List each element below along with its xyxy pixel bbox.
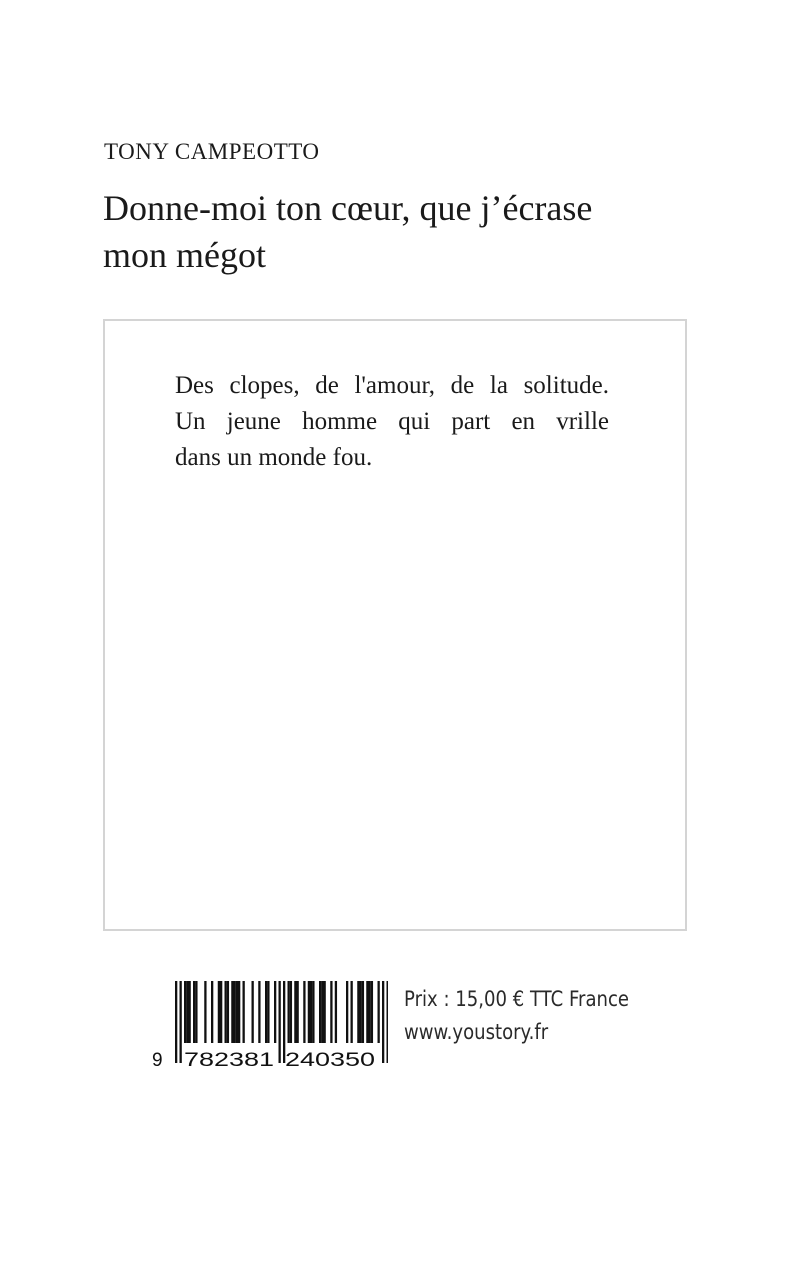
barcode-bar xyxy=(238,981,240,1043)
barcode-bar xyxy=(180,981,182,1063)
barcode-bar xyxy=(378,981,380,1043)
barcode-bar xyxy=(227,981,229,1043)
barcode-bar xyxy=(330,981,332,1043)
barcode-bar xyxy=(279,981,281,1063)
barcode-bar xyxy=(387,981,389,1063)
blurb-text xyxy=(175,368,609,476)
barcode-bar xyxy=(225,981,227,1043)
book-title-line-2: mon mégot xyxy=(103,235,266,275)
publisher-website: www.youstory.fr xyxy=(404,1020,549,1044)
barcode-bar xyxy=(184,981,186,1043)
barcode-bar xyxy=(193,981,195,1043)
barcode-bar xyxy=(252,981,254,1043)
barcode-bar xyxy=(369,981,371,1043)
isbn-barcode xyxy=(148,979,388,1071)
barcode-bar xyxy=(267,981,269,1043)
barcode-bar xyxy=(265,981,267,1043)
barcode-bar xyxy=(297,981,299,1043)
barcode-bar xyxy=(294,981,296,1043)
barcode-bar xyxy=(231,981,233,1043)
barcode-bar xyxy=(195,981,197,1043)
barcode-bar xyxy=(290,981,292,1043)
barcode-bar xyxy=(175,981,177,1063)
barcode-bar xyxy=(382,981,384,1063)
blurb-frame xyxy=(103,319,687,931)
barcode-bar xyxy=(324,981,326,1043)
book-title xyxy=(103,185,703,279)
barcode-bar xyxy=(303,981,305,1043)
barcode-bar xyxy=(346,981,348,1043)
barcode-bar xyxy=(189,981,191,1043)
barcode-bar xyxy=(360,981,362,1043)
isbn-left-digits: 782381 xyxy=(184,1050,274,1071)
barcode-bar xyxy=(312,981,314,1043)
barcode-bar xyxy=(321,981,323,1043)
author-name: TONY CAMPEOTTO xyxy=(104,139,320,164)
barcode-bar xyxy=(362,981,364,1043)
price-label: Prix : 15,00 € TTC France xyxy=(404,987,630,1011)
book-title-line-1: Donne-moi ton cœur, que j’écrase xyxy=(103,188,593,228)
barcode-bar xyxy=(288,981,290,1043)
barcode-bar xyxy=(186,981,188,1043)
barcode-bar xyxy=(211,981,213,1043)
barcode-bar xyxy=(366,981,368,1043)
barcode-bar xyxy=(357,981,359,1043)
barcode-bar xyxy=(218,981,220,1043)
barcode-bar xyxy=(319,981,321,1043)
barcode-bar xyxy=(274,981,276,1043)
barcode-bar xyxy=(204,981,206,1043)
barcode-bar xyxy=(351,981,353,1043)
isbn-right-digits: 240350 xyxy=(285,1050,375,1071)
barcode-bar xyxy=(335,981,337,1043)
blurb-line-2: Un jeune homme qui part en vrille xyxy=(175,408,609,435)
blurb-line-3: dans un monde fou. xyxy=(175,444,373,471)
barcode-bar xyxy=(243,981,245,1043)
barcode-bar xyxy=(258,981,260,1043)
isbn-first-digit: 9 xyxy=(152,1050,163,1071)
barcode-bar xyxy=(371,981,373,1043)
barcode-bar xyxy=(308,981,310,1043)
price-info xyxy=(404,983,629,1049)
barcode-bar xyxy=(236,981,238,1043)
barcode-bar xyxy=(310,981,312,1043)
isbn-barcode-bars xyxy=(148,979,388,1071)
barcode-bar xyxy=(234,981,236,1043)
barcode-bar xyxy=(220,981,222,1043)
blurb-line-1: Des clopes, de l'amour, de la solitude. xyxy=(175,372,609,399)
